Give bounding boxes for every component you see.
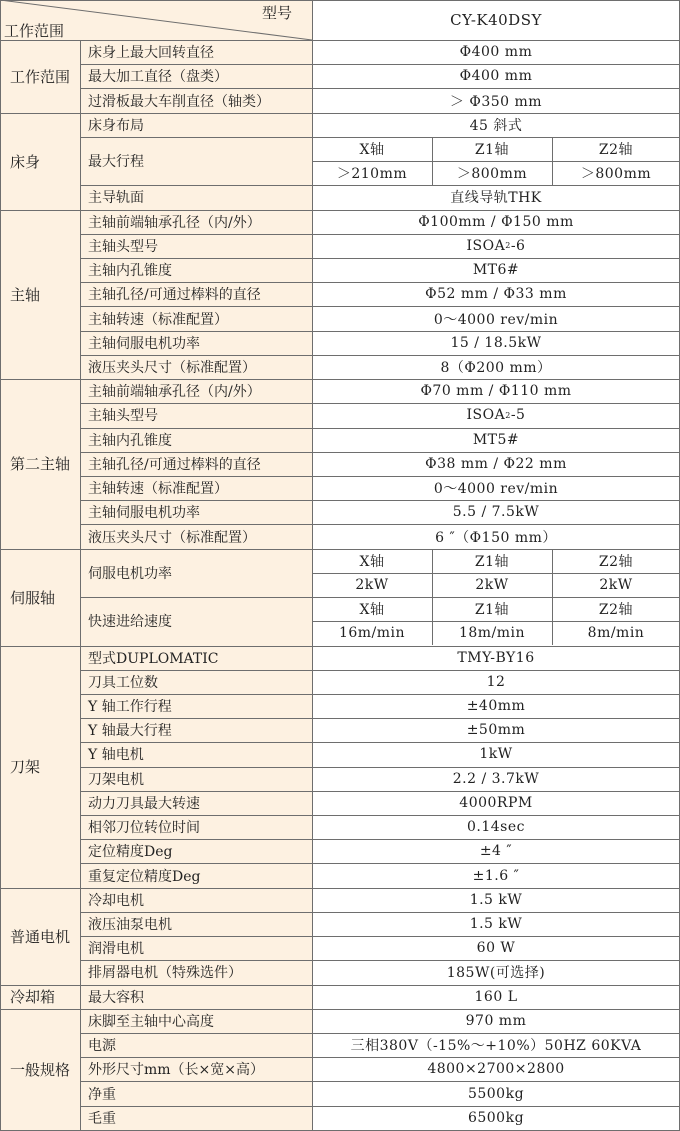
property-label: 床身上最大回转直径	[88, 45, 214, 62]
category-label: 普通电机	[10, 927, 71, 946]
axis-value: X轴	[359, 602, 385, 619]
row-divider	[80, 863, 680, 864]
property-label: 刀具工位数	[88, 674, 158, 691]
axis-value: Z1轴	[474, 141, 510, 158]
row-divider	[80, 403, 680, 404]
property-label: 毛重	[88, 1110, 116, 1127]
property-label: 主轴孔径/可通过棒料的直径	[88, 456, 261, 473]
row-divider	[80, 137, 680, 138]
header-corner-right: 型号	[262, 3, 293, 22]
row-divider	[80, 912, 680, 913]
row-divider	[80, 452, 680, 453]
axis-value: 2kW	[355, 576, 389, 593]
property-value: 185W(可选择)	[446, 965, 546, 982]
property-value: Φ400 mm	[459, 44, 533, 61]
property-label: 净重	[88, 1086, 116, 1103]
row-divider	[80, 64, 680, 65]
property-label: 液压夹头尺寸（标准配置）	[88, 359, 256, 376]
row-divider	[80, 767, 680, 768]
property-value: 4800×2700×2800	[427, 1061, 565, 1078]
property-label: 外形尺寸mm（长×宽×高）	[88, 1062, 265, 1079]
row-divider	[80, 1057, 680, 1058]
row-divider	[0, 40, 680, 41]
property-value: 6500kg	[467, 1109, 525, 1126]
column-divider	[552, 621, 553, 645]
row-divider	[0, 985, 680, 986]
property-value: 15 / 18.5kW	[450, 334, 542, 351]
axis-value: ＞210mm	[336, 166, 408, 183]
property-value: ＞ Φ350 mm	[449, 93, 543, 110]
property-value: 45 斜式	[469, 117, 523, 134]
property-value: 三相380V（-15%～+10%）50HZ 60KVA	[350, 1038, 642, 1055]
axis-value: X轴	[359, 553, 385, 570]
row-divider	[80, 234, 680, 235]
row-divider	[80, 670, 680, 671]
property-value: ISOA 2 -6	[466, 237, 526, 254]
property-value: Φ100mm / Φ150 mm	[418, 213, 574, 230]
property-value: Φ52 mm / Φ33 mm	[425, 286, 567, 303]
row-divider	[80, 597, 680, 598]
axis-value: 18m/min	[458, 625, 526, 642]
property-value: 2.2 / 3.7kW	[452, 770, 540, 787]
property-label: 相邻刀位转位时间	[88, 820, 200, 837]
property-label: 动力刀具最大转速	[88, 795, 200, 812]
property-label: 床身布局	[88, 117, 144, 134]
property-value: 直线导轨THK	[450, 190, 542, 207]
property-value: 6 ″（Φ150 mm）	[435, 529, 557, 546]
property-label: 定位精度Deg	[88, 844, 173, 861]
property-value: 1kW	[479, 746, 513, 763]
property-label: Y 轴电机	[88, 747, 144, 764]
property-label: 液压油泵电机	[88, 917, 172, 934]
axis-value: X轴	[359, 141, 385, 158]
row-divider	[80, 960, 680, 961]
row-divider	[80, 839, 680, 840]
property-value: 12	[486, 673, 506, 690]
row-divider	[80, 1106, 680, 1107]
category-label: 伺服轴	[10, 588, 56, 607]
column-divider	[552, 161, 553, 185]
row-divider	[80, 1033, 680, 1034]
property-label: 主轴头型号	[88, 408, 158, 425]
axis-value: ＞800mm	[456, 166, 528, 183]
property-label: 主轴前端轴承孔径（内/外）	[88, 384, 261, 401]
property-label: 液压夹头尺寸（标准配置）	[88, 529, 256, 546]
property-value: Φ400 mm	[459, 68, 533, 85]
property-label: 排屑器电机（特殊选件）	[88, 965, 242, 982]
property-label: 快速进给速度	[88, 614, 172, 631]
property-label: 主轴伺服电机功率	[88, 505, 200, 522]
category-label: 第二主轴	[10, 455, 71, 474]
row-divider	[80, 718, 680, 719]
row-divider	[80, 742, 680, 743]
property-label: 主轴孔径/可通过棒料的直径	[88, 287, 261, 304]
property-label: 电源	[88, 1038, 116, 1055]
axis-value: Z2轴	[598, 602, 634, 619]
property-value: 1.5 kW	[469, 891, 523, 908]
column-divider	[0, 0, 1, 1131]
category-label: 冷却箱	[10, 988, 56, 1007]
property-value: ±50mm	[466, 722, 526, 739]
property-label: 最大容积	[88, 989, 144, 1006]
column-divider	[432, 549, 433, 573]
category-label: 刀架	[10, 758, 41, 777]
row-divider	[80, 331, 680, 332]
row-divider	[80, 500, 680, 501]
property-label: 主轴转速（标准配置）	[88, 311, 228, 328]
property-label: 主导轨面	[88, 190, 144, 207]
row-divider	[0, 1009, 680, 1010]
property-value: TMY-BY16	[457, 649, 535, 666]
row-divider	[0, 113, 680, 114]
row-divider	[0, 379, 680, 380]
property-value: 5.5 / 7.5kW	[452, 504, 540, 521]
property-label: 冷却电机	[88, 892, 144, 909]
column-divider	[432, 161, 433, 185]
property-label: 刀架电机	[88, 771, 144, 788]
property-value: 1.5 kW	[469, 916, 523, 933]
axis-value: 16m/min	[338, 625, 406, 642]
row-divider	[312, 161, 680, 162]
row-divider	[0, 646, 680, 647]
property-label: 最大行程	[88, 154, 144, 171]
property-value: 970 mm	[465, 1012, 527, 1029]
property-label: Y 轴最大行程	[88, 723, 172, 740]
property-value: 8（Φ200 mm）	[440, 359, 552, 376]
property-label: 主轴头型号	[88, 238, 158, 255]
axis-value: Z2轴	[598, 141, 634, 158]
property-value: MT6#	[472, 262, 520, 279]
property-label: Y 轴工作行程	[88, 699, 172, 716]
property-label: 主轴前端轴承孔径（内/外）	[88, 214, 261, 231]
row-divider	[80, 306, 680, 307]
property-value: ISOA 2 -5	[466, 407, 526, 424]
row-divider	[80, 185, 680, 186]
column-divider	[552, 573, 553, 597]
row-divider	[0, 0, 680, 1]
column-divider	[80, 40, 81, 1131]
row-divider	[80, 428, 680, 429]
property-value: ±1.6 ″	[472, 867, 520, 884]
row-divider	[0, 210, 680, 211]
property-value: 60 W	[476, 940, 516, 957]
property-value: 0～4000 rev/min	[433, 311, 559, 328]
property-value: ±4 ″	[479, 843, 513, 860]
header-corner-left: 工作范围	[4, 21, 65, 40]
row-divider	[80, 88, 680, 89]
property-label: 过滑板最大车削直径（轴类）	[88, 93, 270, 110]
property-label: 主轴转速（标准配置）	[88, 481, 228, 498]
property-value: 5500kg	[467, 1085, 525, 1102]
property-value: 4000RPM	[459, 794, 533, 811]
property-label: 床脚至主轴中心高度	[88, 1013, 214, 1030]
row-divider	[0, 549, 680, 550]
column-divider	[312, 0, 313, 1131]
row-divider	[0, 888, 680, 889]
axis-value: ＞800mm	[580, 166, 652, 183]
axis-value: 2kW	[475, 576, 509, 593]
property-label: 主轴伺服电机功率	[88, 335, 200, 352]
property-label: 润滑电机	[88, 941, 144, 958]
property-value: 160 L	[474, 988, 518, 1005]
axis-value: 2kW	[599, 576, 633, 593]
property-label: 伺服电机功率	[88, 565, 172, 582]
category-label: 床身	[10, 152, 41, 171]
property-value: Φ38 mm / Φ22 mm	[425, 455, 567, 472]
axis-value: Z1轴	[474, 602, 510, 619]
axis-value: 8m/min	[587, 625, 645, 642]
property-value: 0.14sec	[467, 819, 525, 836]
property-label: 主轴内孔锥度	[88, 263, 172, 280]
row-divider	[80, 282, 680, 283]
property-value: ±40mm	[466, 698, 526, 715]
column-divider	[552, 137, 553, 161]
axis-value: Z1轴	[474, 553, 510, 570]
row-divider	[80, 791, 680, 792]
row-divider	[80, 476, 680, 477]
property-value: MT5#	[472, 431, 520, 448]
column-divider	[552, 597, 553, 621]
row-divider	[312, 573, 680, 574]
column-divider	[552, 549, 553, 573]
row-divider	[80, 815, 680, 816]
property-value: 0～4000 rev/min	[433, 481, 559, 498]
row-divider	[312, 621, 680, 622]
property-value: Φ70 mm / Φ110 mm	[420, 383, 572, 400]
property-label: 型式DUPLOMATIC	[88, 650, 219, 667]
column-divider	[432, 573, 433, 597]
row-divider	[80, 936, 680, 937]
column-divider	[432, 137, 433, 161]
property-label: 最大加工直径（盘类）	[88, 69, 228, 86]
column-divider	[432, 597, 433, 621]
property-label: 主轴内孔锥度	[88, 432, 172, 449]
row-divider	[80, 694, 680, 695]
category-label: 一般规格	[10, 1060, 71, 1079]
category-label: 主轴	[10, 285, 41, 304]
column-divider	[432, 621, 433, 645]
row-divider	[80, 258, 680, 259]
property-label: 重复定位精度Deg	[88, 868, 201, 885]
row-divider	[80, 1081, 680, 1082]
row-divider	[80, 355, 680, 356]
model-name: CY-K40DSY	[450, 11, 542, 29]
row-divider	[80, 524, 680, 525]
axis-value: Z2轴	[598, 553, 634, 570]
category-label: 工作范围	[10, 67, 71, 86]
